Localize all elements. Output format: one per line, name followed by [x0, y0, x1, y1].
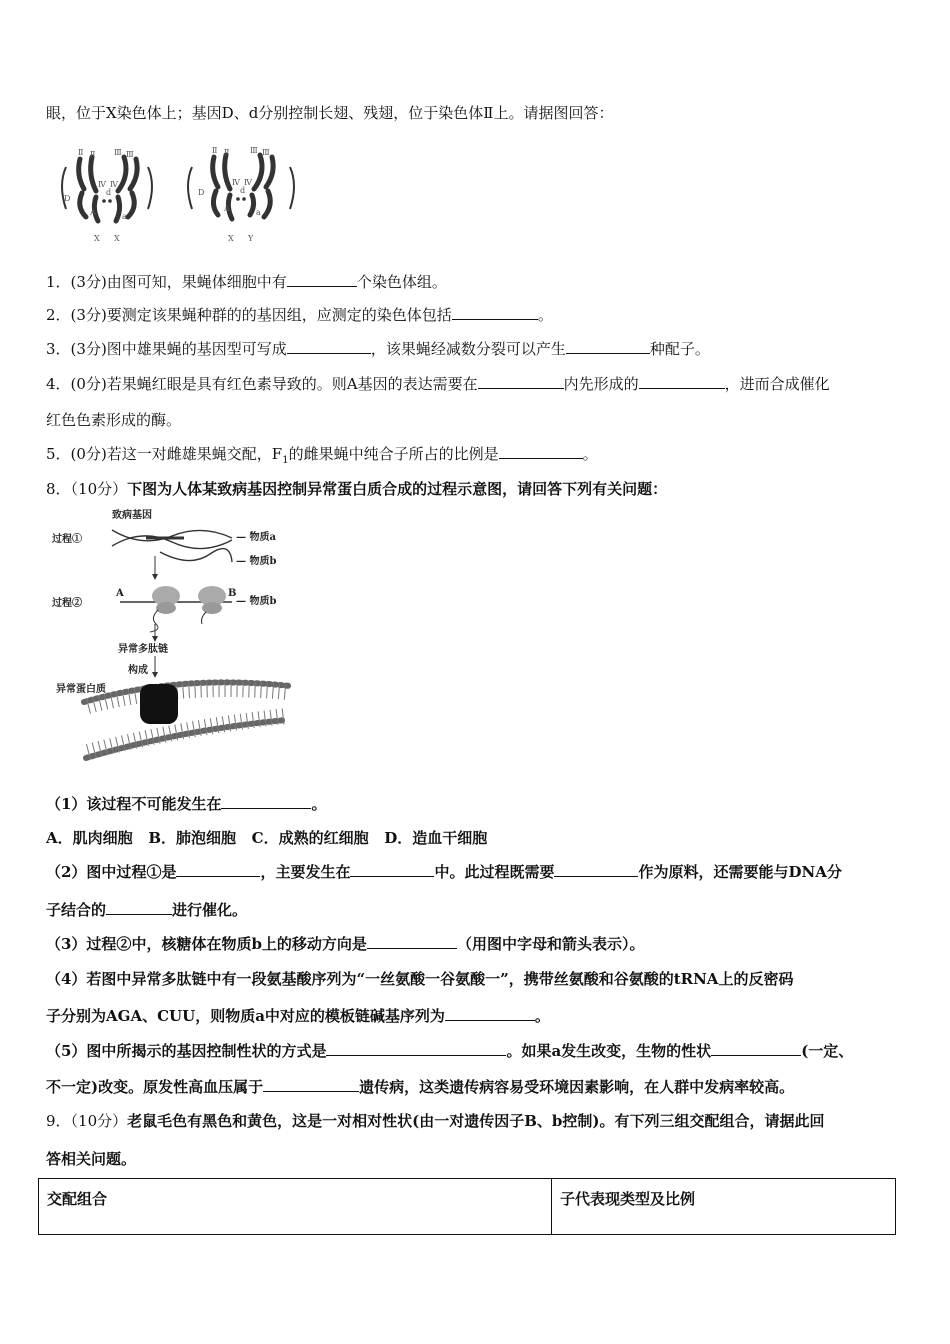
abnormal-protein-label: 异常蛋白质	[56, 684, 106, 695]
substance-a-label: — 物质a	[236, 532, 276, 543]
q7-item-4: 4．(0分)若果蝇红眼是具有红色素导致的。则A基因的表达需要在 内先形成的 ，进而合成催化	[46, 375, 830, 393]
male-label: Ⅲ	[262, 148, 270, 157]
substance-b-label-2: — 物质b	[236, 596, 277, 607]
female-label: D	[64, 194, 71, 203]
male-label: a	[256, 208, 261, 217]
q8-part4-cont: 子分别为AGA、CUU，则物质a中对应的模板链碱基序列为 。	[46, 1007, 550, 1025]
table-header-offspring: 子代表现类型及比例	[552, 1179, 896, 1235]
mrna-ribosomes	[120, 586, 232, 632]
option-d[interactable]: D．造血干细胞	[384, 829, 488, 847]
female-label: Ⅳ	[110, 180, 118, 189]
female-label: Ⅱ	[90, 150, 96, 159]
answer-blank[interactable]	[554, 862, 638, 877]
option-a[interactable]: A．肌肉细胞	[46, 829, 133, 847]
male-label: Ⅳ	[244, 178, 252, 187]
cross-table	[38, 1178, 896, 1235]
q8-stem: 8．（10分）下图为人体某致病基因控制异常蛋白质合成的过程示意图，请回答下列有关问题：	[46, 480, 668, 498]
q7-item-2: 2．(3分)要测定该果蝇种群的的基因组，应测定的染色体包括 。	[46, 306, 553, 324]
q8-part1-options	[46, 828, 487, 848]
process2-label: 过程②	[52, 598, 82, 609]
q9-stem: 9．（10分）老鼠毛色有黑色和黄色，这是一对相对性状(由一对遗传因子B、b控制)。有下列三组交配组合，请据此回	[46, 1112, 825, 1130]
answer-blank[interactable]	[176, 862, 260, 877]
answer-blank[interactable]	[478, 374, 564, 389]
male-label: D	[198, 188, 205, 197]
female-label: d	[106, 188, 112, 197]
female-label: A	[90, 208, 96, 217]
answer-blank[interactable]	[350, 862, 434, 877]
q7-item-3: 3．(3分)图中雄果蝇的基因型可写成 ，该果蝇经减数分裂可以产生 种配子。	[46, 340, 710, 358]
cell-membrane	[84, 682, 290, 758]
option-b[interactable]: B．肺泡细胞	[148, 829, 236, 847]
answer-blank[interactable]	[263, 1077, 359, 1092]
female-label: a	[122, 212, 127, 221]
abnormal-chain-label: 异常多肽链	[118, 644, 168, 655]
answer-blank[interactable]	[445, 1006, 535, 1021]
label-b: B	[228, 588, 237, 599]
chromosome-figure	[52, 145, 302, 247]
answer-blank[interactable]	[287, 272, 357, 287]
compose-label: 构成	[128, 665, 148, 676]
male-label: Y	[248, 234, 254, 243]
answer-blank[interactable]	[287, 339, 371, 354]
table-header-row	[39, 1179, 896, 1235]
label-a: A	[116, 588, 124, 599]
female-label: Ⅲ	[114, 148, 122, 157]
dna-double-helix	[112, 530, 232, 562]
female-label: X	[94, 234, 100, 243]
female-label: Ⅱ	[78, 148, 84, 157]
q8-part2: （2）图中过程①是 ，主要发生在 中。此过程既需要 作为原料，还需要能与DNA分	[46, 863, 842, 881]
q8-part1: （1）该过程不可能发生在 。	[46, 795, 327, 813]
answer-blank[interactable]	[367, 934, 457, 949]
option-c[interactable]: C．成熟的红细胞	[251, 829, 369, 847]
q9-stem-cont: 答相关问题。	[46, 1150, 137, 1168]
gene-expression-diagram	[50, 506, 306, 772]
table-header-cross: 交配组合	[39, 1179, 552, 1235]
answer-blank[interactable]	[326, 1041, 506, 1056]
male-label: X	[228, 234, 234, 243]
intro-text: 眼，位于X染色体上；基因D、d分别控制长翅、残翅，位于染色体Ⅱ上。请据图回答：	[46, 104, 614, 122]
q8-part4: （4）若图中异常多肽链中有一段氨基酸序列为“一丝氨酸一谷氨酸一”，携带丝氨酸和谷氨酸的tRNA上的反密码	[46, 970, 794, 988]
answer-blank[interactable]	[639, 374, 725, 389]
male-label: A	[224, 204, 230, 213]
abnormal-protein-shape	[140, 684, 178, 724]
female-label: Ⅲ	[126, 150, 134, 159]
male-label: Ⅱ	[224, 148, 230, 157]
female-label: X	[114, 234, 120, 243]
q8-part5: （5）图中所揭示的基因控制性状的方式是 。如果a发生改变，生物的性状 (一定、	[46, 1042, 854, 1060]
q8-part3: （3）过程②中，核糖体在物质b上的移动方向是 （用图中字母和箭头表示）。	[46, 935, 645, 953]
q7-item-1: 1．(3分)由图可知，果蝇体细胞中有 个染色体组。	[46, 273, 447, 291]
answer-blank[interactable]	[452, 305, 538, 320]
answer-blank[interactable]	[499, 444, 583, 459]
gene-label: 致病基因	[112, 510, 152, 521]
substance-b-label: — 物质b	[236, 556, 277, 567]
q7-item-4-cont: 红色色素形成的酶。	[46, 411, 182, 429]
answer-blank[interactable]	[106, 900, 172, 915]
male-label: Ⅲ	[250, 146, 258, 155]
process1-label: 过程①	[52, 534, 82, 545]
q8-part5-cont: 不一定)改变。原发性高血压属于 遗传病，这类遗传病容易受环境因素影响，在人群中发病率较高。	[46, 1078, 795, 1096]
answer-blank[interactable]	[566, 339, 650, 354]
female-label: Ⅳ	[98, 180, 106, 189]
male-label: d	[240, 186, 246, 195]
q8-part2-cont: 子结合的 进行催化。	[46, 901, 248, 919]
answer-blank[interactable]	[711, 1041, 801, 1056]
answer-blank[interactable]	[221, 794, 311, 809]
male-label: Ⅱ	[212, 146, 218, 155]
male-label: Ⅳ	[232, 178, 240, 187]
q7-item-5: 5．(0分)若这一对雌雄果蝇交配，$F_1$的雌果蝇中纯合子所占的比例是 。	[46, 445, 598, 466]
